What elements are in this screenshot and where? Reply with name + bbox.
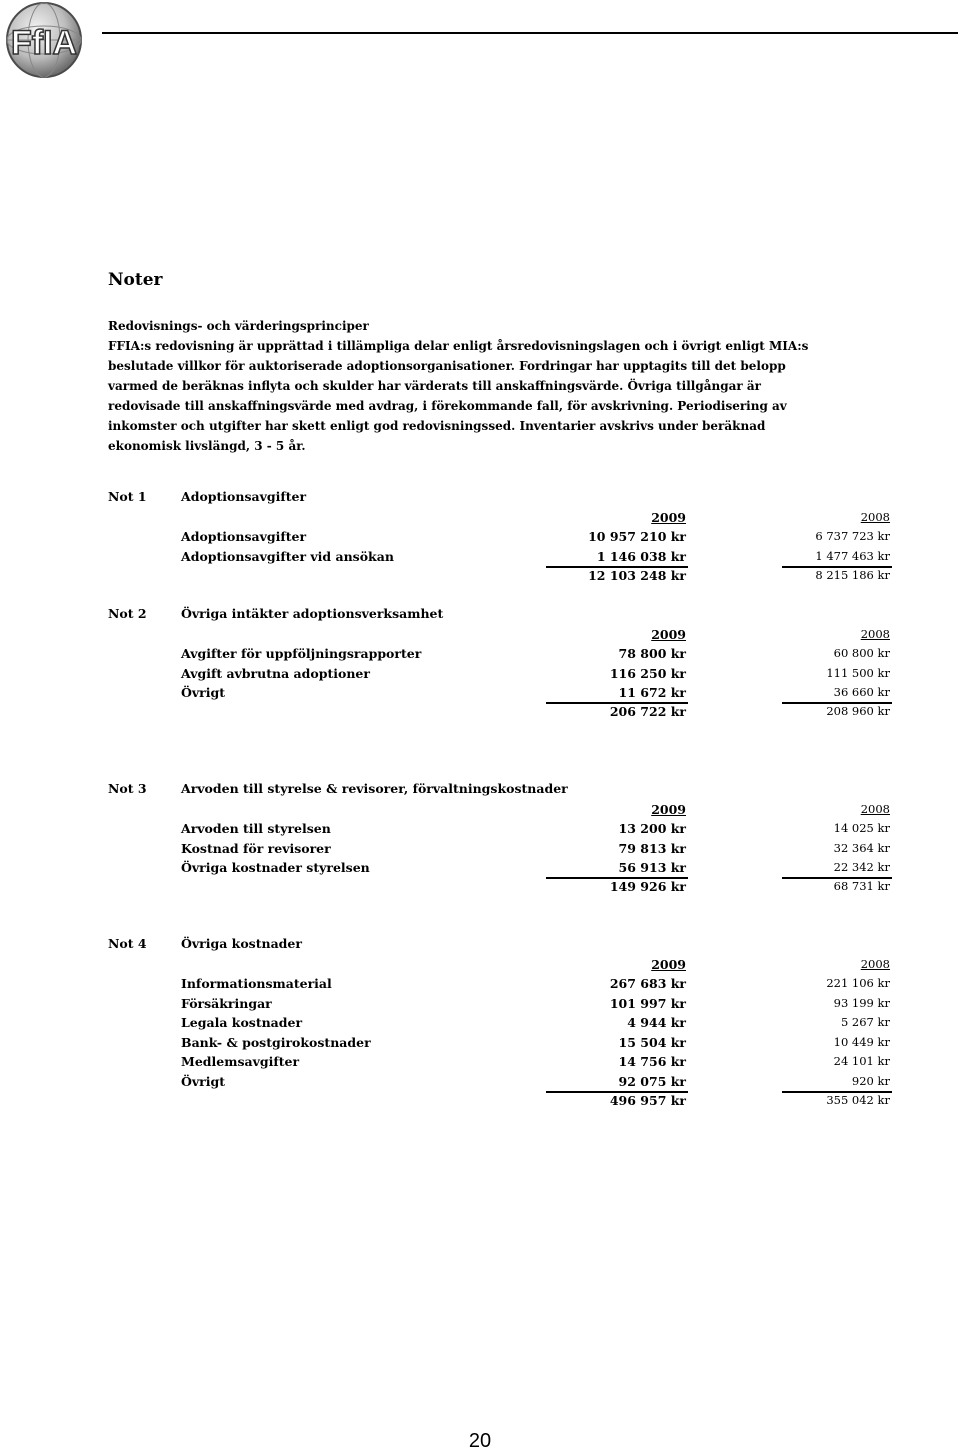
row-label: Övriga kostnader styrelsen	[181, 860, 370, 875]
ffia-logo	[0, 0, 88, 80]
note-title: Övriga kostnader	[181, 936, 302, 951]
note-label: Not 3	[108, 781, 147, 796]
total-2009: 149 926 kr	[609, 879, 686, 894]
value-2009: 1 146 038 kr	[596, 549, 686, 564]
value-2009: 92 075 kr	[618, 1074, 686, 1089]
page-title: Noter	[108, 270, 163, 290]
value-2008: 93 199 kr	[833, 996, 890, 1010]
value-2009: 4 944 kr	[627, 1015, 686, 1030]
note-label: Not 2	[108, 606, 147, 621]
table-row	[0, 996, 960, 1016]
table-row	[0, 646, 960, 666]
note-label: Not 4	[108, 936, 147, 951]
total-2009: 12 103 248 kr	[588, 568, 686, 583]
table-row	[0, 1035, 960, 1055]
note-title: Övriga intäkter adoptionsverksamhet	[181, 606, 444, 621]
total-2008: 355 042 kr	[826, 1093, 890, 1107]
table-row	[0, 1015, 960, 1035]
table-row	[0, 821, 960, 841]
table-row	[0, 529, 960, 549]
note-title: Arvoden till styrelse & revisorer, förvaltningskostnader	[181, 781, 568, 796]
row-label: Övrigt	[181, 685, 226, 700]
row-label: Legala kostnader	[181, 1015, 303, 1030]
value-2009: 13 200 kr	[618, 821, 686, 836]
total-2008: 208 960 kr	[826, 704, 890, 718]
year-2008-header: 2008	[860, 627, 890, 641]
header-rule	[102, 32, 958, 34]
total-2008: 68 731 kr	[833, 879, 890, 893]
row-label: Informationsmaterial	[181, 976, 332, 991]
total-row	[0, 1093, 960, 1113]
total-row	[0, 704, 960, 724]
value-2008: 60 800 kr	[833, 646, 890, 660]
value-2008: 221 106 kr	[826, 976, 890, 990]
principles-section	[108, 316, 828, 456]
value-2008: 920 kr	[851, 1074, 890, 1088]
year-2009-header: 2009	[651, 957, 686, 972]
row-label: Försäkringar	[181, 996, 272, 1011]
value-2009: 78 800 kr	[618, 646, 686, 661]
value-2008: 24 101 kr	[833, 1054, 890, 1068]
total-row	[0, 568, 960, 588]
row-label: Medlemsavgifter	[181, 1054, 300, 1069]
table-row	[0, 666, 960, 686]
value-2008: 1 477 463 kr	[815, 549, 890, 563]
total-2008: 8 215 186 kr	[815, 568, 890, 582]
principles-heading: Redovisnings- och värderingsprinciper	[108, 319, 369, 333]
table-row	[0, 841, 960, 861]
value-2009: 116 250 kr	[609, 666, 686, 681]
note-label: Not 1	[108, 489, 147, 504]
value-2008: 10 449 kr	[833, 1035, 890, 1049]
value-2009: 101 997 kr	[609, 996, 686, 1011]
year-2008-header: 2008	[860, 510, 890, 524]
year-2008-header: 2008	[860, 957, 890, 971]
value-2009: 267 683 kr	[609, 976, 686, 991]
value-2008: 22 342 kr	[833, 860, 890, 874]
value-2009: 10 957 210 kr	[588, 529, 686, 544]
year-2008-header: 2008	[860, 802, 890, 816]
value-2009: 56 913 kr	[618, 860, 686, 875]
table-row	[0, 976, 960, 996]
logo-text: FfIA	[10, 24, 78, 62]
principles-body: FFIA:s redovisning är upprättad i tillämpliga delar enligt årsredovisningslagen och i övrigt enligt MIA:s beslutade villkor för auktoriserade adoptionsorganisationer. Fordringar har upptagits till det belopp varmed de beräknas inflyta och skulder har värderats till anskaffningsvärde. Övriga tillgångar är redovisade till anskaffningsvärde med avdrag, i förekommande fall, för avskrivning. Periodisering av inkomster och utgifter har skett enligt god redovisningssed. Inventarier avskrivs under beräknad ekonomisk livslängd, 3 - 5 år.	[108, 339, 809, 453]
row-label: Kostnad för revisorer	[181, 841, 331, 856]
value-2009: 14 756 kr	[618, 1054, 686, 1069]
note-title: Adoptionsavgifter	[181, 489, 307, 504]
row-label: Avgifter för uppföljningsrapporter	[181, 646, 422, 661]
value-2009: 15 504 kr	[618, 1035, 686, 1050]
total-2009: 206 722 kr	[609, 704, 686, 719]
value-2008: 32 364 kr	[833, 841, 890, 855]
value-2008: 14 025 kr	[833, 821, 890, 835]
row-label: Bank- & postgirokostnader	[181, 1035, 371, 1050]
row-label: Övrigt	[181, 1074, 226, 1089]
row-label: Adoptionsavgifter	[181, 529, 307, 544]
row-label: Avgift avbrutna adoptioner	[181, 666, 370, 681]
year-2009-header: 2009	[651, 627, 686, 642]
total-row	[0, 879, 960, 899]
row-label: Adoptionsavgifter vid ansökan	[181, 549, 394, 564]
value-2008: 111 500 kr	[826, 666, 890, 680]
table-row	[0, 1054, 960, 1074]
year-2009-header: 2009	[651, 510, 686, 525]
value-2008: 5 267 kr	[840, 1015, 890, 1029]
year-2009-header: 2009	[651, 802, 686, 817]
value-2009: 11 672 kr	[618, 685, 686, 700]
value-2008: 6 737 723 kr	[815, 529, 890, 543]
row-label: Arvoden till styrelsen	[181, 821, 331, 836]
total-2009: 496 957 kr	[609, 1093, 686, 1108]
page-number: 20	[468, 1430, 492, 1452]
value-2009: 79 813 kr	[618, 841, 686, 856]
value-2008: 36 660 kr	[833, 685, 890, 699]
